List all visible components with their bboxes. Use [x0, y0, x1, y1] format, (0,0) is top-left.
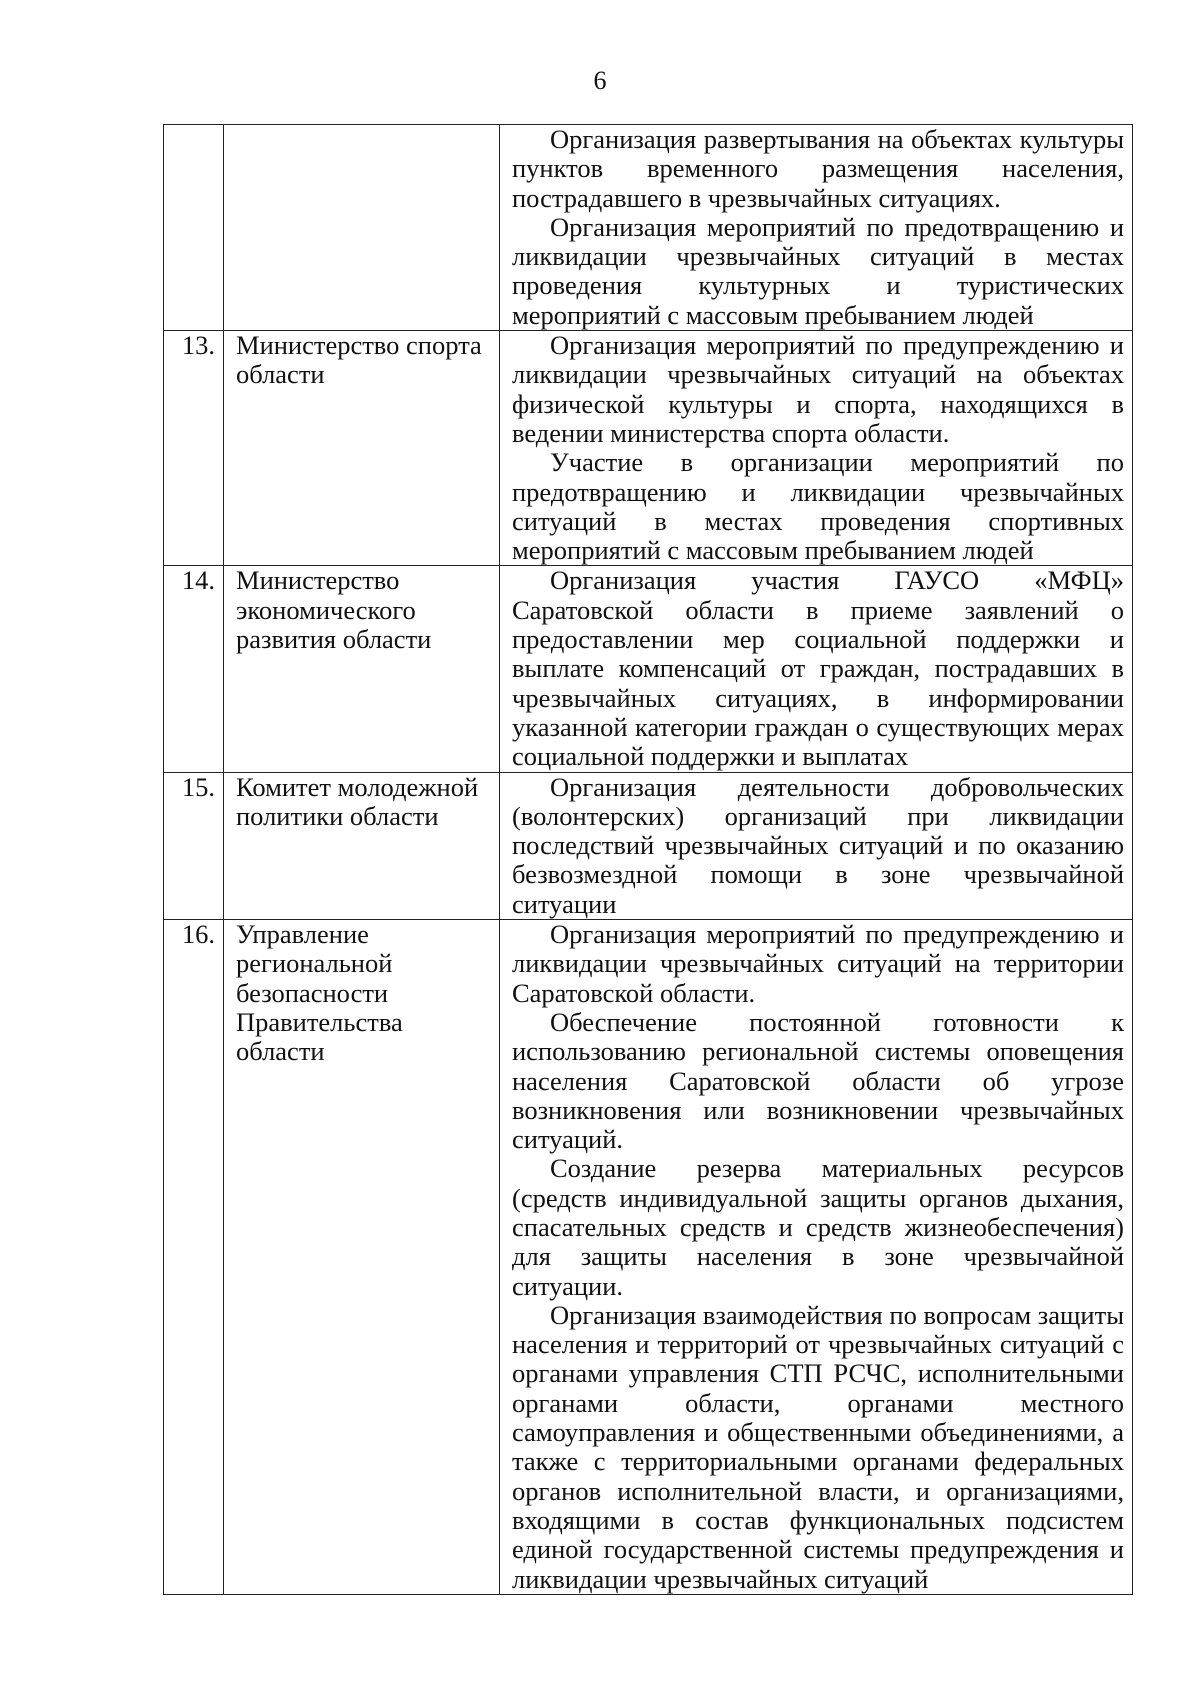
task-paragraph: Организация мероприятий по предотвращению и ликвидации чрезвычайных ситуаций в местах проведения культурных и туристических мероприятий с массовым пребыванием людей [512, 211, 1124, 330]
page-number: 6 [593, 66, 607, 95]
organization-name [224, 125, 500, 331]
table-row [164, 772, 1133, 919]
row-number: 16. [164, 920, 224, 1595]
organization-name: Министерство экономического развития области [224, 566, 500, 772]
task-paragraph: Участие в организации мероприятий по предотвращению и ликвидации чрезвычайных ситуаций в местах проведения спортивных мероприятий с массовым пребыванием людей [512, 447, 1124, 566]
task-paragraph: Организация развертывания на объектах культуры пунктов временного размещения населения, пострадавшего в чрезвычайных ситуациях. [512, 124, 1124, 213]
table-row [164, 331, 1133, 566]
task-cell [500, 331, 1133, 566]
row-number: 13. [164, 331, 224, 566]
table-row [164, 920, 1133, 1595]
task-paragraph: Организация участия ГАУСО «МФЦ» Саратовской области в приеме заявлений о предоставлении мер социальной поддержки и выплате компенсаций от граждан, пострадавших в чрезвычайных ситуациях, в информировании указанной категории граждан о существующих мерах социальной поддержки и выплатах [512, 565, 1124, 772]
task-paragraph: Организация деятельности добровольческих (волонтерских) организаций при ликвидации последствий чрезвычайных ситуаций и по оказанию безвозмездной помощи в зоне чрезвычайной ситуации [512, 771, 1124, 919]
table-row [164, 125, 1133, 331]
task-paragraph: Создание резерва материальных ресурсов (средств индивидуальной защиты органов дыхания, спасательных средств и средств жизнеобеспечения) для защиты населения в зоне чрезвычайной ситуации. [512, 1153, 1124, 1301]
row-number [164, 125, 224, 331]
task-paragraph: Обеспечение постоянной готовности к использованию региональной системы оповещения населения Саратовской области об угрозе возникновения или возникновении чрезвычайных ситуаций. [512, 1006, 1124, 1155]
task-cell [500, 566, 1133, 772]
organization-name: Управление региональной безопасности Правительства области [224, 920, 500, 1595]
task-paragraph: Организация мероприятий по предупреждению и ликвидации чрезвычайных ситуаций на объектах физической культуры и спорта, находящихся в ведении министерства спорта области. [512, 330, 1124, 448]
task-cell [500, 920, 1133, 1595]
task-paragraph: Организация взаимодействия по вопросам защиты населения и территорий от чрезвычайных ситуаций с органами управления СТП РСЧС, исполнительными органами области, органами местного самоуправления и общественными объединениями, а также с территориальными органами федеральных органов исполнительной власти, и организациями, входящими в состав функциональных подсистем единой государственной системы предупреждения и ликвидации чрезвычайных ситуаций [512, 1299, 1124, 1594]
task-cell [500, 772, 1133, 919]
task-cell [500, 125, 1133, 331]
table-row [164, 566, 1133, 772]
responsibility-table [163, 124, 1133, 1595]
row-number: 14. [164, 566, 224, 772]
row-number: 15. [164, 772, 224, 919]
organization-name: Комитет молодежной политики области [224, 772, 500, 919]
task-paragraph: Организация мероприятий по предупреждению и ликвидации чрезвычайных ситуаций на территории Саратовской области. [512, 919, 1124, 1008]
organization-name: Министерство спорта области [224, 331, 500, 566]
